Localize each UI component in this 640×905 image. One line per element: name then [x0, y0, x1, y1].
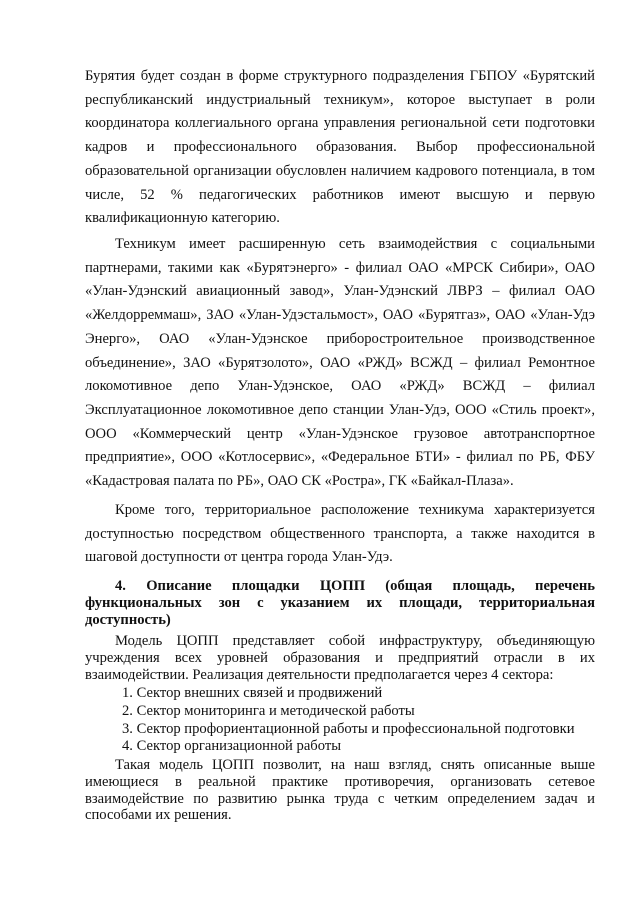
list-item: 4. Сектор организационной работы: [122, 738, 342, 755]
section-conclusion-paragraph: Такая модель ЦОПП позволит, на наш взгляд, снять описанные выше имеющиеся в реальной практике противоречия, организовать сетевое взаимодействие по развитию рынка труда с четким определением задач и способами их решения.: [85, 757, 595, 824]
sectors-list: [122, 685, 602, 756]
list-item: 3. Сектор профориентационной работы и профессиональной подготовки: [122, 720, 575, 737]
paragraph-territorial-location: Кроме того, территориальное расположение техникума характеризуется доступностью посредством общественного транспорта, а также находится в шаговой доступности от центра города Улан-Удэ.: [85, 502, 595, 566]
paragraph-buryatia-center: Бурятия будет создан в форме структурного подразделения ГБПОУ «Бурятский республиканский индустриальный техникум», которое выступает в роли координатора коллегиального органа управления региональной сети подготовки кадров и профессионального образования. Выбор профессиональной образовательной организации обусловлен наличием кадрового потенциала, в том числе, 52 % педагогических работников имеют высшую и первую квалификационную категорию.: [85, 68, 595, 227]
list-item: 1. Сектор внешних связей и продвижений: [122, 685, 383, 701]
section-intro-paragraph: Модель ЦОПП представляет собой инфраструктуру, объединяющую учреждения всех уровней образования и предприятий отрасли в их взаимодействии. Реализация деятельности предполагается через 4 сектора:: [85, 633, 595, 683]
list-item: 2. Сектор мониторинга и методической работы: [122, 702, 415, 719]
section-heading: 4. Описание площадки ЦОПП (общая площадь, перечень функциональных зон с указанием их площади, территориальная доступность): [85, 578, 595, 628]
paragraph-social-partners: Техникум имеет расширенную сеть взаимодействия с социальными партнерами, такими как «Бурятэнерго» - филиал ОАО «МРСК Сибири», ОАО «Улан-Удэнский авиационный завод», Улан-Удэнский ЛВРЗ – филиал ОАО «Желдорреммаш», ЗАО «Улан-Удэстальмост», ОАО «Бурятгаз», ОАО «Улан-Удэ Энерго», ОАО «Улан-Удэнское приборостроительное производственное объединение», ЗАО «Бурятзолото», ОАО «РЖД» ВСЖД – филиал Ремонтное локомотивное депо Улан-Удэнское, ОАО «РЖД» ВСЖД – филиал Эксплуатационное локомотивное депо станции Улан-Удэ, ООО «Стиль проект», ООО «Коммерческий центр «Улан-Удэнское грузовое автотранспортное предприятие», ООО «Котлосервис», «Федеральное БТИ» - филиал по РБ, ФБУ «Кадастровая палата по РБ», ОАО СК «Ростра», ГК «Байкал-Плаза».: [85, 236, 595, 490]
